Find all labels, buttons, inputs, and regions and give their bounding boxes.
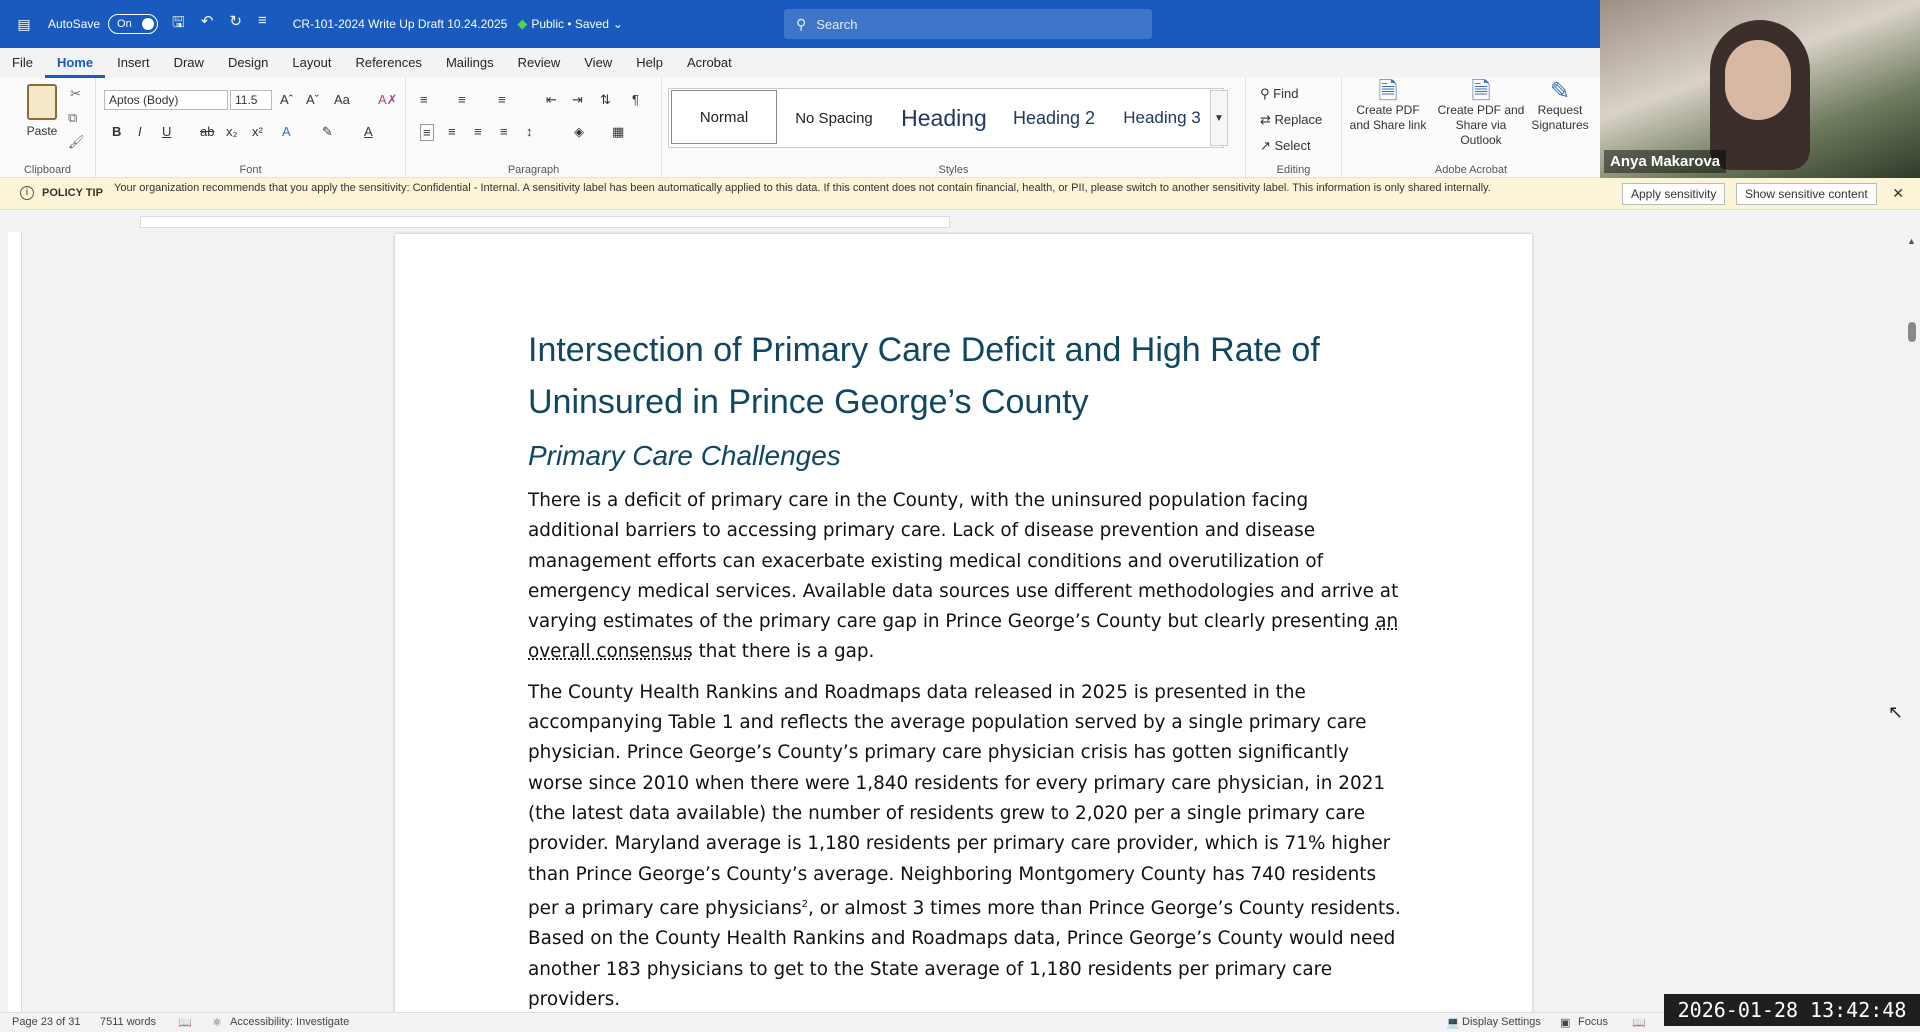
acrobat-label: Adobe Acrobat — [1434, 164, 1508, 176]
editing-group — [1246, 78, 1342, 178]
paragraph-group — [406, 78, 662, 178]
select-label: Select — [1274, 138, 1311, 153]
shrink-font-icon[interactable]: Aˇ — [306, 92, 319, 107]
styles-more-button[interactable]: ▼ — [1210, 90, 1228, 146]
align-center-icon[interactable]: ≡ — [448, 124, 456, 139]
tab-review[interactable]: Review — [517, 55, 561, 70]
proofing-icon[interactable]: 📖 — [178, 1017, 192, 1029]
tab-draw[interactable]: Draw — [173, 55, 204, 70]
highlight-icon[interactable]: ✎ — [322, 124, 333, 139]
decrease-indent-icon[interactable]: ⇤ — [546, 92, 557, 107]
request-signatures-label: Request Signatures — [1531, 103, 1589, 132]
format-painter-icon[interactable]: 🖌 — [68, 134, 85, 149]
shield-icon: ◆ — [517, 16, 528, 31]
paragraph-2[interactable] — [528, 678, 1403, 1012]
page-count[interactable]: Page 23 of 31 — [12, 1016, 81, 1028]
align-right-icon[interactable]: ≡ — [474, 124, 482, 139]
bold-icon[interactable]: B — [112, 124, 122, 139]
request-signatures-button[interactable] — [1520, 78, 1600, 133]
copy-icon[interactable]: ⧉ — [68, 110, 78, 125]
justify-icon[interactable]: ≡ — [500, 124, 508, 139]
para1-underlined: an overall consensus — [528, 611, 1399, 663]
focus-mode[interactable]: Focus — [1578, 1016, 1608, 1028]
heading-2[interactable]: Primary Care Challenges — [528, 440, 841, 471]
create-pdf-outlook-button[interactable] — [1436, 78, 1526, 148]
autosave-label: AutoSave — [48, 17, 101, 31]
vertical-ruler[interactable] — [8, 232, 22, 1012]
font-label: Font — [239, 164, 262, 176]
increase-indent-icon[interactable]: ⇥ — [572, 92, 583, 107]
para1-text-b: that there is a gap. — [692, 641, 875, 663]
ribbon-tabs — [0, 48, 1600, 78]
select-button[interactable] — [1260, 138, 1311, 154]
word-app-icon[interactable]: ▤ — [17, 15, 31, 32]
participant-face — [1725, 40, 1791, 120]
customize-qat-icon[interactable]: ≡ — [257, 11, 267, 29]
change-case-icon[interactable]: Aa — [334, 92, 350, 107]
tab-references[interactable]: References — [355, 55, 422, 70]
display-settings-icon: 💻 — [1446, 1017, 1460, 1029]
chevron-down-icon[interactable]: ⌄ — [612, 17, 623, 31]
search-placeholder: Search — [816, 16, 858, 32]
mouse-cursor-icon: ↖ — [1888, 702, 1904, 722]
grow-font-icon[interactable]: Aˆ — [280, 92, 293, 107]
policy-tip-label: POLICY TIP — [42, 187, 103, 199]
replace-label: Replace — [1274, 112, 1323, 127]
focus-icon: ▣ — [1560, 1017, 1571, 1029]
autosave-toggle[interactable] — [108, 14, 158, 34]
font-color-icon[interactable]: A — [364, 124, 373, 139]
font-size-dropdown[interactable]: 11.5 — [230, 90, 272, 110]
tab-layout[interactable]: Layout — [292, 55, 332, 70]
search-icon: ⚲ — [796, 15, 807, 32]
numbering-icon[interactable]: ≡ — [458, 92, 466, 107]
show-formatting-icon[interactable]: ¶ — [632, 92, 639, 107]
strikethrough-icon[interactable]: ab — [200, 124, 215, 139]
shading-icon[interactable]: ◈ — [574, 124, 584, 139]
clipboard-label: Clipboard — [23, 164, 72, 176]
search-input[interactable] — [784, 9, 1152, 39]
tab-mailings[interactable]: Mailings — [445, 55, 494, 70]
paste-icon — [27, 84, 57, 120]
select-icon: ↗ — [1260, 138, 1275, 153]
word-count[interactable]: 7511 words — [100, 1016, 157, 1028]
footnote-ref[interactable]: 2 — [801, 898, 809, 910]
display-settings[interactable]: Display Settings — [1462, 1016, 1541, 1028]
para2-text-b: , or almost 3 times more than Prince George’s County residents. Based on the County Health Rankins and Roadmaps data, Prince George’s County would need another 183 physicians to get to the State average of 1,180 residents per primary care providers. — [528, 897, 1401, 1010]
bullets-icon[interactable]: ≡ — [420, 92, 428, 107]
editing-label: Editing — [1276, 164, 1311, 176]
tab-help[interactable]: Help — [636, 55, 663, 70]
tab-design[interactable]: Design — [227, 55, 269, 70]
font-name-dropdown[interactable]: Aptos (Body) — [104, 90, 228, 110]
accessibility-status[interactable]: Accessibility: Investigate — [230, 1016, 350, 1028]
tab-file[interactable]: File — [12, 55, 33, 70]
find-button[interactable] — [1260, 86, 1298, 102]
align-left-icon[interactable]: ≡ — [420, 124, 434, 141]
status-bar — [0, 1012, 1920, 1032]
ribbon — [0, 78, 1600, 178]
paste-button[interactable] — [22, 84, 62, 138]
undo-icon[interactable]: ↶ — [200, 12, 214, 30]
scroll-thumb[interactable] — [1908, 322, 1916, 342]
create-pdf-share-link-label: Create PDF and Share link — [1349, 103, 1427, 132]
info-icon: i — [20, 186, 34, 200]
clear-formatting-icon[interactable]: A✗ — [378, 92, 398, 107]
paragraph-1[interactable] — [528, 486, 1403, 668]
text-effects-icon[interactable]: A — [282, 124, 291, 139]
style-heading[interactable]: Heading — [901, 104, 987, 131]
timestamp-overlay: 2026-01-28 13:42:48 — [1664, 994, 1920, 1026]
paragraph-label: Paragraph — [507, 164, 560, 176]
show-sensitive-content-button[interactable]: Show sensitive content — [1736, 183, 1877, 205]
tab-insert[interactable]: Insert — [117, 55, 150, 70]
tab-home[interactable]: Home — [45, 48, 105, 78]
policy-tip-bar — [0, 178, 1920, 210]
pdf-outlook-icon: 🗎 — [1471, 78, 1491, 105]
styles-label: Styles — [938, 164, 969, 176]
document-page[interactable] — [395, 234, 1532, 1012]
clipboard-group — [0, 78, 96, 178]
signature-icon: ✎ — [1549, 78, 1571, 105]
save-icon[interactable]: 🖫 — [172, 13, 185, 31]
paste-label: Paste — [26, 124, 58, 138]
create-pdf-outlook-label: Create PDF and Share via Outlook — [1437, 103, 1525, 147]
style-normal[interactable]: Normal — [671, 90, 777, 144]
line-spacing-icon[interactable]: ↕ — [526, 124, 533, 139]
redo-icon[interactable]: ↻ — [229, 12, 242, 30]
style-heading-3[interactable]: Heading 3 — [1123, 108, 1201, 127]
replace-button[interactable] — [1260, 112, 1322, 128]
underline-icon[interactable]: U — [162, 124, 172, 139]
quick-access-toolbar — [172, 12, 267, 37]
subscript-icon[interactable]: x₂ — [226, 124, 238, 139]
page-content[interactable] — [528, 324, 1403, 1012]
ruler-track — [140, 216, 950, 228]
style-heading-2[interactable]: Heading 2 — [1012, 107, 1096, 128]
video-call-tile — [1600, 0, 1920, 178]
title-bar — [0, 0, 1600, 48]
apply-sensitivity-button[interactable]: Apply sensitivity — [1622, 183, 1725, 205]
autosave-state: On — [117, 18, 132, 30]
document-title[interactable]: CR-101-2024 Write Up Draft 10.24.2025 — [292, 17, 508, 31]
styles-gallery — [668, 88, 1224, 148]
participant-name: Anya Makarova — [1604, 150, 1726, 173]
borders-icon[interactable]: ▦ — [612, 124, 625, 139]
scroll-up-icon[interactable]: ▲ — [1907, 236, 1916, 246]
cut-icon[interactable]: ✂ — [70, 86, 81, 101]
sensitivity-status[interactable]: Public • Saved — [531, 17, 609, 31]
read-mode-icon[interactable]: 📖 — [1632, 1017, 1646, 1029]
find-icon: ⚲ — [1260, 86, 1274, 101]
heading-1[interactable]: Intersection of Primary Care Deficit and High Rate of Uninsured in Prince George’s County — [528, 331, 1320, 421]
toggle-knob — [142, 18, 154, 30]
italic-icon[interactable]: I — [138, 124, 142, 139]
style-no-spacing[interactable]: No Spacing — [795, 109, 873, 127]
font-group — [96, 78, 406, 178]
tab-acrobat[interactable]: Acrobat — [686, 55, 732, 70]
replace-icon: ⇄ — [1260, 112, 1275, 127]
document-canvas[interactable] — [22, 232, 1904, 1012]
superscript-icon[interactable]: x² — [252, 124, 263, 139]
horizontal-ruler[interactable] — [0, 212, 1904, 232]
find-label: Find — [1273, 86, 1299, 101]
sort-icon[interactable]: ⇅ — [600, 92, 611, 107]
close-icon[interactable]: ✕ — [1892, 185, 1904, 201]
accessibility-icon: ⚛ — [212, 1017, 222, 1029]
pdf-link-icon: 🗎 — [1378, 78, 1398, 105]
multilevel-list-icon[interactable]: ≡ — [498, 92, 506, 107]
create-pdf-share-link-button[interactable] — [1346, 78, 1430, 133]
para2-text-a: The County Health Rankins and Roadmaps data released in 2025 is presented in the accompanying Table 1 and reflects the average population served by a single primary care physician. Prince George’s County’s primary care physician crisis has gotten significantly worse since 2010 when there were 1,840 residents for every primary care physician, in 2021 (the latest data available) the number of residents grew to 2,020 per a single primary care provider. Maryland average is 1,180 residents per primary care provider, which is 71% higher than Prince George’s County’s average. Neighboring Montgomery County has 740 residents per a primary care physicians — [528, 681, 1391, 919]
tab-view[interactable]: View — [584, 55, 613, 70]
para1-text-a: There is a deficit of primary care in the County, with the uninsured population facing additional barriers to accessing primary care. Lack of disease prevention and disease management efforts can exacerbate existing medical conditions and overutilization of emergency medical services. Available data sources use different methodologies and arrive at varying estimates of the primary care gap in Prince George’s County but clearly presenting — [528, 490, 1399, 633]
policy-tip-message: Your organization recommends that you apply the sensitivity: Confidential - Internal. A sensitivity label has been automatically applied to this data. If this content does not contain financial, health, or PII, please switch to another sensitivity label. This information is only shared internally. — [114, 182, 1491, 194]
vertical-scrollbar[interactable] — [1904, 232, 1920, 1012]
